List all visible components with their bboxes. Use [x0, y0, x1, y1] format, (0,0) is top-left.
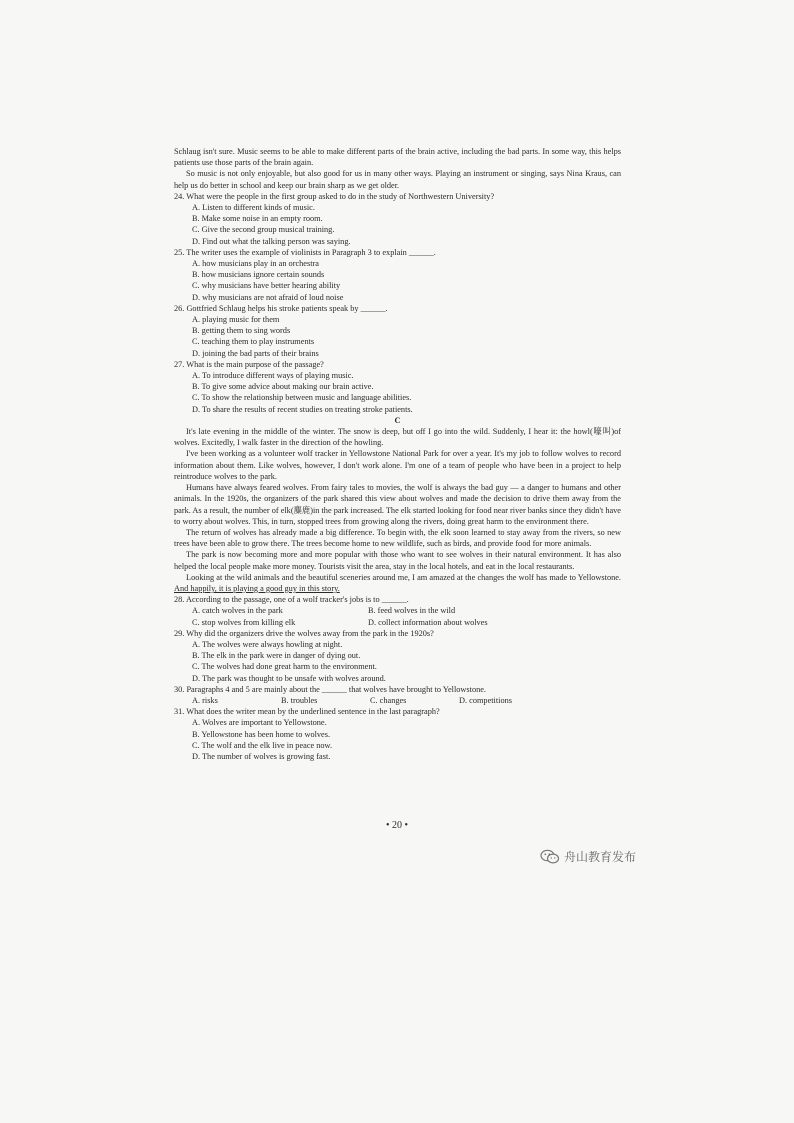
paragraph: So music is not only enjoyable, but also good for us in many other ways. Playing an instrument or singing, says Nina Kraus, can help us do better in school and keep our brain sharp as we get older.	[174, 169, 621, 190]
option-c: C. Give the second group musical training.	[192, 225, 335, 235]
option-c: C. why musicians have better hearing ability	[192, 281, 341, 291]
question-25	[174, 247, 621, 303]
option-d: D. competitions	[459, 695, 513, 705]
option-row	[174, 605, 621, 616]
paragraph: Schlaug isn't sure. Music seems to be able to make different parts of the brain active, including the bad parts. In some way, this helps patients use those parts of the brain again.	[174, 147, 621, 168]
option-d: D. The park was thought to be unsafe with wolves around.	[192, 673, 386, 683]
option-a: A. how musicians play in an orchestra	[192, 259, 319, 269]
question-31	[174, 706, 621, 762]
option-row	[174, 695, 621, 706]
option-d: D. The number of wolves is growing fast.	[192, 751, 331, 761]
question-stem: 27. What is the main purpose of the passage?	[174, 359, 324, 369]
last-paragraph	[174, 572, 621, 594]
question-stem: 30. Paragraphs 4 and 5 are mainly about the ______ that wolves have brought to Yellowstone.	[174, 684, 486, 694]
option-a: A. Listen to different kinds of music.	[192, 203, 315, 213]
option-b: B. how musicians ignore certain sounds	[192, 270, 325, 280]
paragraph: It's late evening in the middle of the winter. The snow is deep, but off I go into the wild. Suddenly, I hear it: the howl(嚎叫)of wolves. Excitedly, I walk faster in the direction of the howling.	[174, 427, 621, 448]
question-stem: 29. Why did the organizers drive the wolves away from the park in the 1920s?	[174, 628, 434, 638]
option-d: D. collect information about wolves	[368, 617, 488, 627]
passage-content	[174, 146, 621, 762]
question-27	[174, 359, 621, 415]
paragraph: I've been working as a volunteer wolf tracker in Yellowstone National Park for over a year. It's my job to follow wolves to record information about them. Like wolves, however, I don't work alone. I'm one of a team of people who have been in a project to help reintroduce wolves to the park.	[174, 449, 621, 481]
section-heading: C	[394, 415, 401, 425]
question-stem: 26. Gottfried Schlaug helps his stroke patients speak by ______.	[174, 303, 388, 313]
option-b: B. The elk in the park were in danger of dying out.	[192, 651, 361, 661]
option-b: B. feed wolves in the wild	[368, 606, 456, 616]
question-26	[174, 303, 621, 359]
option-c: C. stop wolves from killing elk	[192, 617, 296, 627]
question-stem: 28. According to the passage, one of a wolf tracker's jobs is to ______.	[174, 595, 409, 605]
underlined-sentence: And happily, it is playing a good guy in this story.	[174, 583, 340, 593]
option-c: C. teaching them to play instruments	[192, 337, 315, 347]
option-b: B. getting them to sing words	[192, 326, 291, 336]
option-d: D. Find out what the talking person was saying.	[192, 236, 351, 246]
option-d: D. why musicians are not afraid of loud noise	[192, 292, 344, 302]
option-b: B. Yellowstone has been home to wolves.	[192, 729, 331, 739]
option-c: C. changes	[370, 695, 407, 705]
option-a: A. playing music for them	[192, 315, 280, 325]
paragraph-text: Looking at the wild animals and the beautiful sceneries around me, I am amazed at the changes the wolf has made to Yellowstone.	[186, 572, 621, 582]
option-d: D. To share the results of recent studies on treating stroke patients.	[192, 404, 413, 414]
question-29	[174, 628, 621, 684]
option-b: B. troubles	[281, 695, 318, 705]
question-30	[174, 684, 621, 706]
option-c: C. The wolves had done great harm to the environment.	[192, 662, 377, 672]
paragraph: The return of wolves has already made a big difference. To begin with, the elk soon learned to stay away from the rivers, so new trees have been able to grow there. The trees become home to new wildlife, such as birds, and provide food for more animals.	[174, 527, 621, 549]
question-24	[174, 191, 621, 247]
option-row	[174, 617, 621, 628]
wechat-logo-icon	[540, 849, 560, 865]
page-number: • 20 •	[385, 820, 408, 831]
question-stem: 31. What does the writer mean by the underlined sentence in the last paragraph?	[174, 707, 440, 717]
option-d: D. joining the bad parts of their brains	[192, 348, 319, 358]
option-b: B. To give some advice about making our brain active.	[192, 382, 374, 392]
option-a: A. catch wolves in the park	[192, 606, 283, 616]
option-a: A. risks	[192, 695, 218, 705]
question-stem: 24. What were the people in the first group asked to do in the study of Northwestern University?	[174, 191, 495, 201]
option-a: A. To introduce different ways of playing music.	[192, 371, 354, 381]
option-a: A. Wolves are important to Yellowstone.	[192, 718, 327, 728]
watermark-text: 舟山教育发布	[564, 850, 637, 864]
question-28	[174, 594, 621, 628]
question-stem: 25. The writer uses the example of violinists in Paragraph 3 to explain ______.	[174, 247, 436, 257]
option-c: C. The wolf and the elk live in peace now.	[192, 740, 333, 750]
paragraph: Humans have always feared wolves. From fairy tales to movies, the wolf is always the bad guy — a danger to humans and other animals. In the 1920s, the organizers of the park shared this view about wolves and made the decision to drive them away from the park. As a result, the number of elk(麋鹿)in the park increased. The elk started looking for food near river banks since they didn't have to worry about wolves. This, in turn, stopped trees from growing along the rivers, doing great harm to the environment there.	[174, 483, 621, 526]
option-c: C. To show the relationship between music and language abilities.	[192, 393, 412, 403]
option-b: B. Make some noise in an empty room.	[192, 214, 323, 224]
watermark	[540, 848, 636, 865]
option-a: A. The wolves were always howling at night.	[192, 639, 343, 649]
paragraph: The park is now becoming more and more popular with those who want to see wolves in their natural environment. It has also helped the local people make more money. Tourists visit the area, stay in the local hotels, and eat in the local restaurants.	[174, 550, 621, 571]
